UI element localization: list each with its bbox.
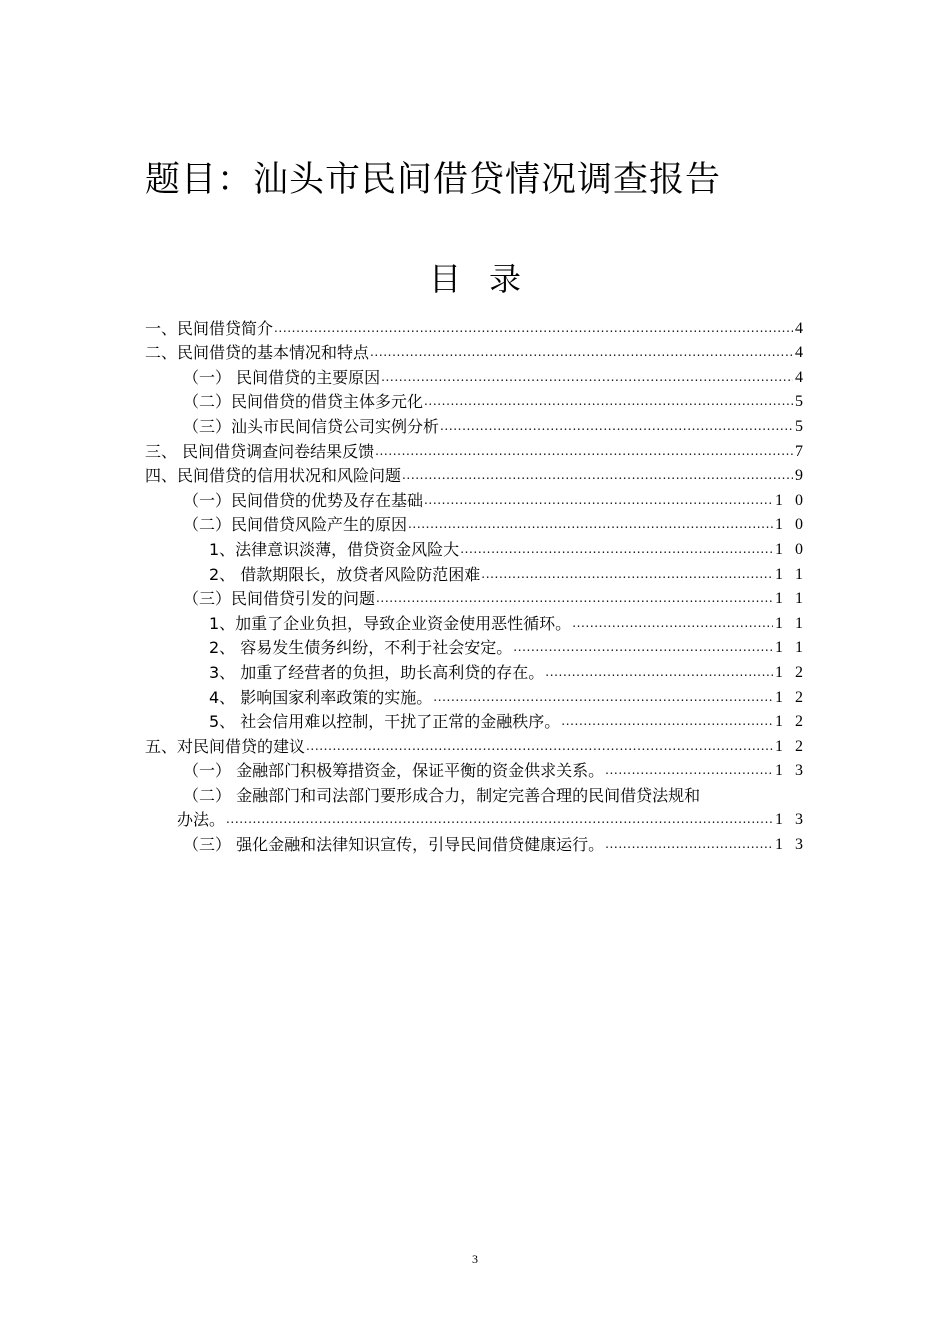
toc-entry-page: 1 0 [775,540,807,558]
toc-leader [408,516,773,532]
toc-entry-page: 1 0 [775,516,807,534]
toc-leader [424,492,773,508]
toc-entry-text: （三）汕头市民间信贷公司实例分析 [183,416,440,436]
toc-leader [561,713,773,729]
toc-leader [572,615,773,631]
toc-entry-text: （三） 强化金融和法律知识宣传，引导民间借贷健康运行。 [183,835,605,855]
toc-leader [402,467,793,483]
toc-entry-text: （一） 金融部门积极筹措资金，保证平衡的资金供求关系。 [183,761,605,781]
toc-entry-text-line1: （二） 金融部门和司法部门要形成合力，制定完善合理的民间借贷法规和 [183,785,701,805]
toc-entry-page: 1 2 [775,713,807,731]
toc-entry-page: 1 2 [775,688,807,706]
toc-heading: 目录 [428,260,549,298]
toc-entry[interactable] [145,683,807,708]
toc-entry-page: 5 [795,393,807,411]
toc-entry[interactable] [145,757,807,782]
toc-entry[interactable] [145,339,807,364]
toc-entry[interactable] [145,634,807,659]
toc-entry[interactable] [145,830,807,855]
toc-leader [376,590,773,606]
toc-entry[interactable] [145,609,807,634]
toc-entry-text: （一）民间借贷的优势及存在基础 [183,490,424,510]
toc-entry-text: 3、 加重了经营者的负担，助长高利贷的存在。 [209,662,545,682]
toc-entry-page: 1 1 [775,639,807,657]
toc-entry-text: 四、民间借贷的信用状况和风险问题 [145,466,402,486]
toc-entry-page: 4 [795,344,807,362]
toc-leader [306,738,773,754]
toc-leader [424,393,793,409]
toc-entry-text-line2: 办法。 [177,810,226,830]
toc-entry[interactable] [145,708,807,733]
toc-entry[interactable] [145,486,807,511]
toc-entry-page: 1 0 [775,491,807,509]
toc-leader [440,418,793,434]
toc-leader [381,369,793,385]
toc-leader [433,689,773,705]
toc-entry[interactable] [145,314,807,339]
toc-entry-page: 1 3 [775,811,807,829]
toc-entry-text: （二）民间借贷的借贷主体多元化 [183,392,424,412]
toc-entry-text: （一） 民间借贷的主要原因 [183,367,381,387]
toc-entry-continuation [145,806,807,831]
toc-entry[interactable] [145,388,807,413]
toc-leader [481,566,773,582]
toc-entry-text: 三、 民间借贷调查问卷结果反馈 [145,441,375,461]
toc-entry[interactable] [145,658,807,683]
toc-entry-page: 1 2 [775,663,807,681]
toc-entry-wrapped[interactable] [145,781,807,830]
toc-entry[interactable] [145,560,807,585]
document-title: 题目：汕头市民间借贷情况调查报告 [145,160,722,200]
toc-entry-text: 5、 社会信用难以控制，干扰了正常的金融秩序。 [209,712,561,732]
page-number: 3 [472,1252,478,1266]
toc-entry-text: 4、 影响国家利率政策的实施。 [209,687,433,707]
toc-entry-text: （二）民间借贷风险产生的原因 [183,515,408,535]
toc-entry-text: 一、民间借贷简介 [145,318,274,338]
toc-entry[interactable] [145,732,807,757]
toc-entry[interactable] [145,412,807,437]
table-of-contents [145,314,807,855]
toc-entry[interactable] [145,511,807,536]
toc-leader [605,836,773,852]
toc-leader [513,639,773,655]
toc-entry-text: 五、对民间借贷的建议 [145,736,306,756]
toc-entry-page: 1 3 [775,762,807,780]
toc-leader [274,320,793,336]
toc-entry[interactable] [145,437,807,462]
toc-entry-text: 2、 借款期限长，放贷者风险防范困难 [209,564,481,584]
toc-leader [460,541,773,557]
toc-entry-page: 1 1 [775,565,807,583]
toc-leader [545,664,773,680]
toc-entry-page: 1 3 [775,836,807,854]
toc-entry[interactable] [145,363,807,388]
toc-entry-page: 1 1 [775,590,807,608]
toc-entry-text: 2、 容易发生债务纠纷，不利于社会安定。 [209,638,513,658]
toc-entry[interactable] [145,535,807,560]
toc-entry-text: 1、法律意识淡薄，借贷资金风险大 [209,539,460,559]
toc-entry-page: 4 [795,368,807,386]
toc-leader [370,344,793,360]
toc-entry-page: 1 2 [775,737,807,755]
toc-entry-page: 1 1 [775,614,807,632]
toc-entry-text: 1、加重了企业负担，导致企业资金使用恶性循环。 [209,613,572,633]
toc-entry-page: 5 [795,417,807,435]
toc-leader [375,443,793,459]
toc-entry-page: 9 [795,467,807,485]
toc-leader [226,811,773,827]
toc-entry-page: 4 [795,319,807,337]
toc-entry-page: 7 [795,442,807,460]
toc-entry[interactable] [145,585,807,610]
toc-entry-text: （三）民间借贷引发的问题 [183,589,376,609]
toc-entry[interactable] [145,462,807,487]
toc-entry-text: 二、民间借贷的基本情况和特点 [145,343,370,363]
toc-leader [605,762,773,778]
